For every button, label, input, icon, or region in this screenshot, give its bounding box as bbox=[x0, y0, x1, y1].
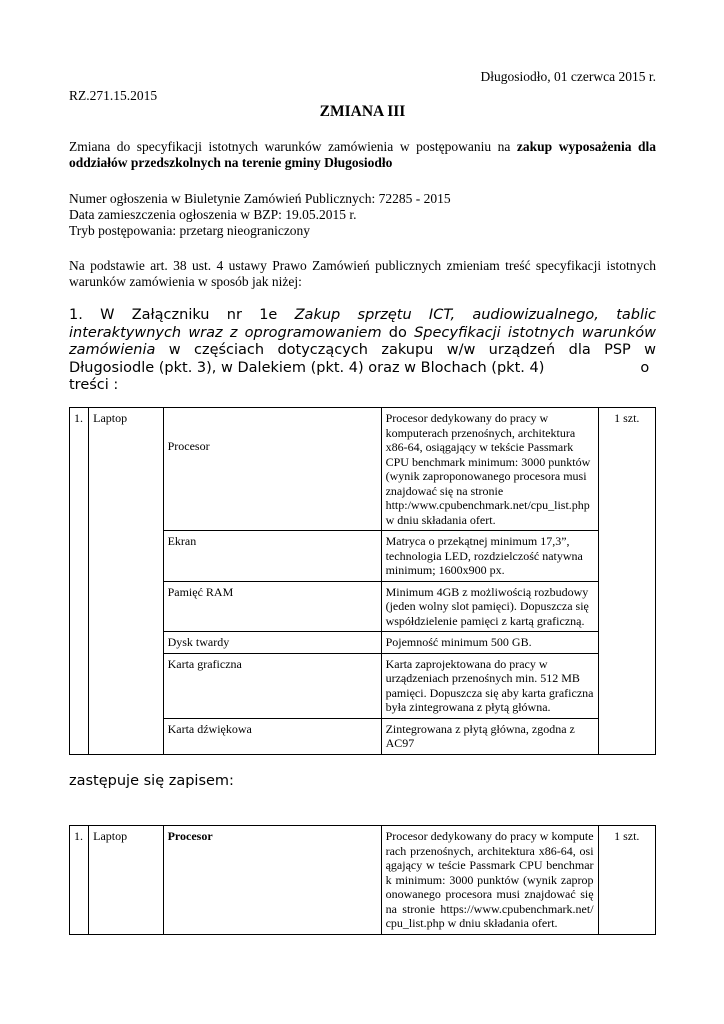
point-1-tail: o bbox=[640, 359, 650, 376]
param-spec: Pojemność minimum 500 GB. bbox=[381, 632, 598, 654]
item-number: 1. bbox=[70, 826, 89, 935]
announcement-date: Data zamieszczenia ogłoszenia w BZP: 19.05.2015 r. bbox=[69, 207, 357, 222]
item-quantity: 1 szt. bbox=[598, 408, 655, 755]
attachment-title: Zakup sprzętu ICT, audiowizualnego, tablic interaktywnych wraz z oprogramowaniem bbox=[69, 307, 656, 341]
param-spec: Matryca o przekątnej minimum 17,3”, technologia LED, rozdzielczość natywna minimum; 1600x900 px. bbox=[381, 531, 598, 582]
item-number: 1. bbox=[70, 408, 89, 755]
place-date: Długosiodło, 01 czerwca 2015 r. bbox=[480, 69, 656, 84]
point-1-connector: do bbox=[381, 324, 415, 341]
param-name: Karta graficzna bbox=[163, 653, 381, 718]
table-row bbox=[70, 826, 656, 935]
intro-paragraph bbox=[69, 139, 656, 171]
replacement-label: zastępuje się zapisem: bbox=[69, 773, 234, 789]
point-1-scope: w częściach dotyczących zakupu w/w urządzeń dla PSP w Długosiodle (pkt. 3), w Dalekiem (pkt. 4) oraz w Blochach (pkt. 4) bbox=[69, 342, 656, 376]
reference-number: RZ.271.15.2015 bbox=[69, 88, 158, 103]
param-name: Ekran bbox=[163, 531, 381, 582]
point-1-intro: 1. W Załączniku nr 1e bbox=[69, 307, 295, 323]
item-name: Laptop bbox=[89, 408, 163, 755]
announcement-details bbox=[69, 191, 656, 239]
param-spec: Procesor dedykowany do pracy w komputerach przenośnych, architektura x86-64, osiągający w teście Passmark CPU benchmark minimum: 3000 punktów (wynik zaproponowanego procesora musi znajdować się na stronie https://www.cpubenchmark.net/cpu_list.php w dniu składania ofert. bbox=[381, 826, 598, 935]
param-name: Procesor bbox=[163, 408, 381, 531]
old-spec-table bbox=[69, 407, 656, 755]
param-spec: Karta zaprojektowana do pracy w urządzeniach przenośnych min. 512 MB pamięci. Dopuszcza się aby karta graficzna była zintegrowana z płytą główna. bbox=[381, 653, 598, 718]
point-1-content-label: treści : bbox=[69, 377, 119, 393]
table-row bbox=[70, 408, 656, 531]
param-name: Pamięć RAM bbox=[163, 581, 381, 632]
param-spec: Procesor dedykowany do pracy w komputerach przenośnych, architektura x86-64, osiągający w tekście Passmark CPU benchmark minimum: 3000 punktów (wynik zaproponowanego procesora musi znajdować się na stronie http:/www.cpubenchmark.net/cpu_list.php w dniu składania ofert. bbox=[381, 408, 598, 531]
new-spec-table bbox=[69, 825, 656, 935]
param-spec: Zintegrowana z płytą główna, zgodna z AC97 bbox=[381, 718, 598, 754]
procedure-mode: Tryb postępowania: przetarg nieograniczony bbox=[69, 223, 311, 238]
param-name: Karta dźwiękowa bbox=[163, 718, 381, 754]
param-name: Dysk twardy bbox=[163, 632, 381, 654]
item-quantity: 1 szt. bbox=[598, 826, 655, 935]
legal-basis-paragraph: Na podstawie art. 38 ust. 4 ustawy Prawo Zamówień publicznych zmieniam treść specyfikacji istotnych warunków zamówienia w sposób jak niżej: bbox=[69, 258, 656, 289]
announcement-number: Numer ogłoszenia w Biuletynie Zamówień Publicznych: 72285 - 2015 bbox=[69, 191, 451, 206]
intro-lead: Zmiana do specyfikacji istotnych warunków zamówienia w postępowaniu na bbox=[69, 139, 517, 154]
item-name: Laptop bbox=[89, 826, 163, 935]
param-spec: Minimum 4GB z możliwością rozbudowy (jeden wolny slot pamięci). Dopuszcza się współdzielenie pamięci z kartą graficzną. bbox=[381, 581, 598, 632]
specification-name: Specyfikacji istotnych warunków zamówienia bbox=[69, 324, 656, 358]
intro-subject: zakup wyposażenia dla oddziałów przedszkolnych na terenie gminy Długosiodło bbox=[69, 139, 656, 170]
point-1-paragraph bbox=[69, 307, 656, 395]
document-title: ZMIANA III bbox=[319, 103, 406, 120]
param-name: Procesor bbox=[163, 826, 381, 935]
